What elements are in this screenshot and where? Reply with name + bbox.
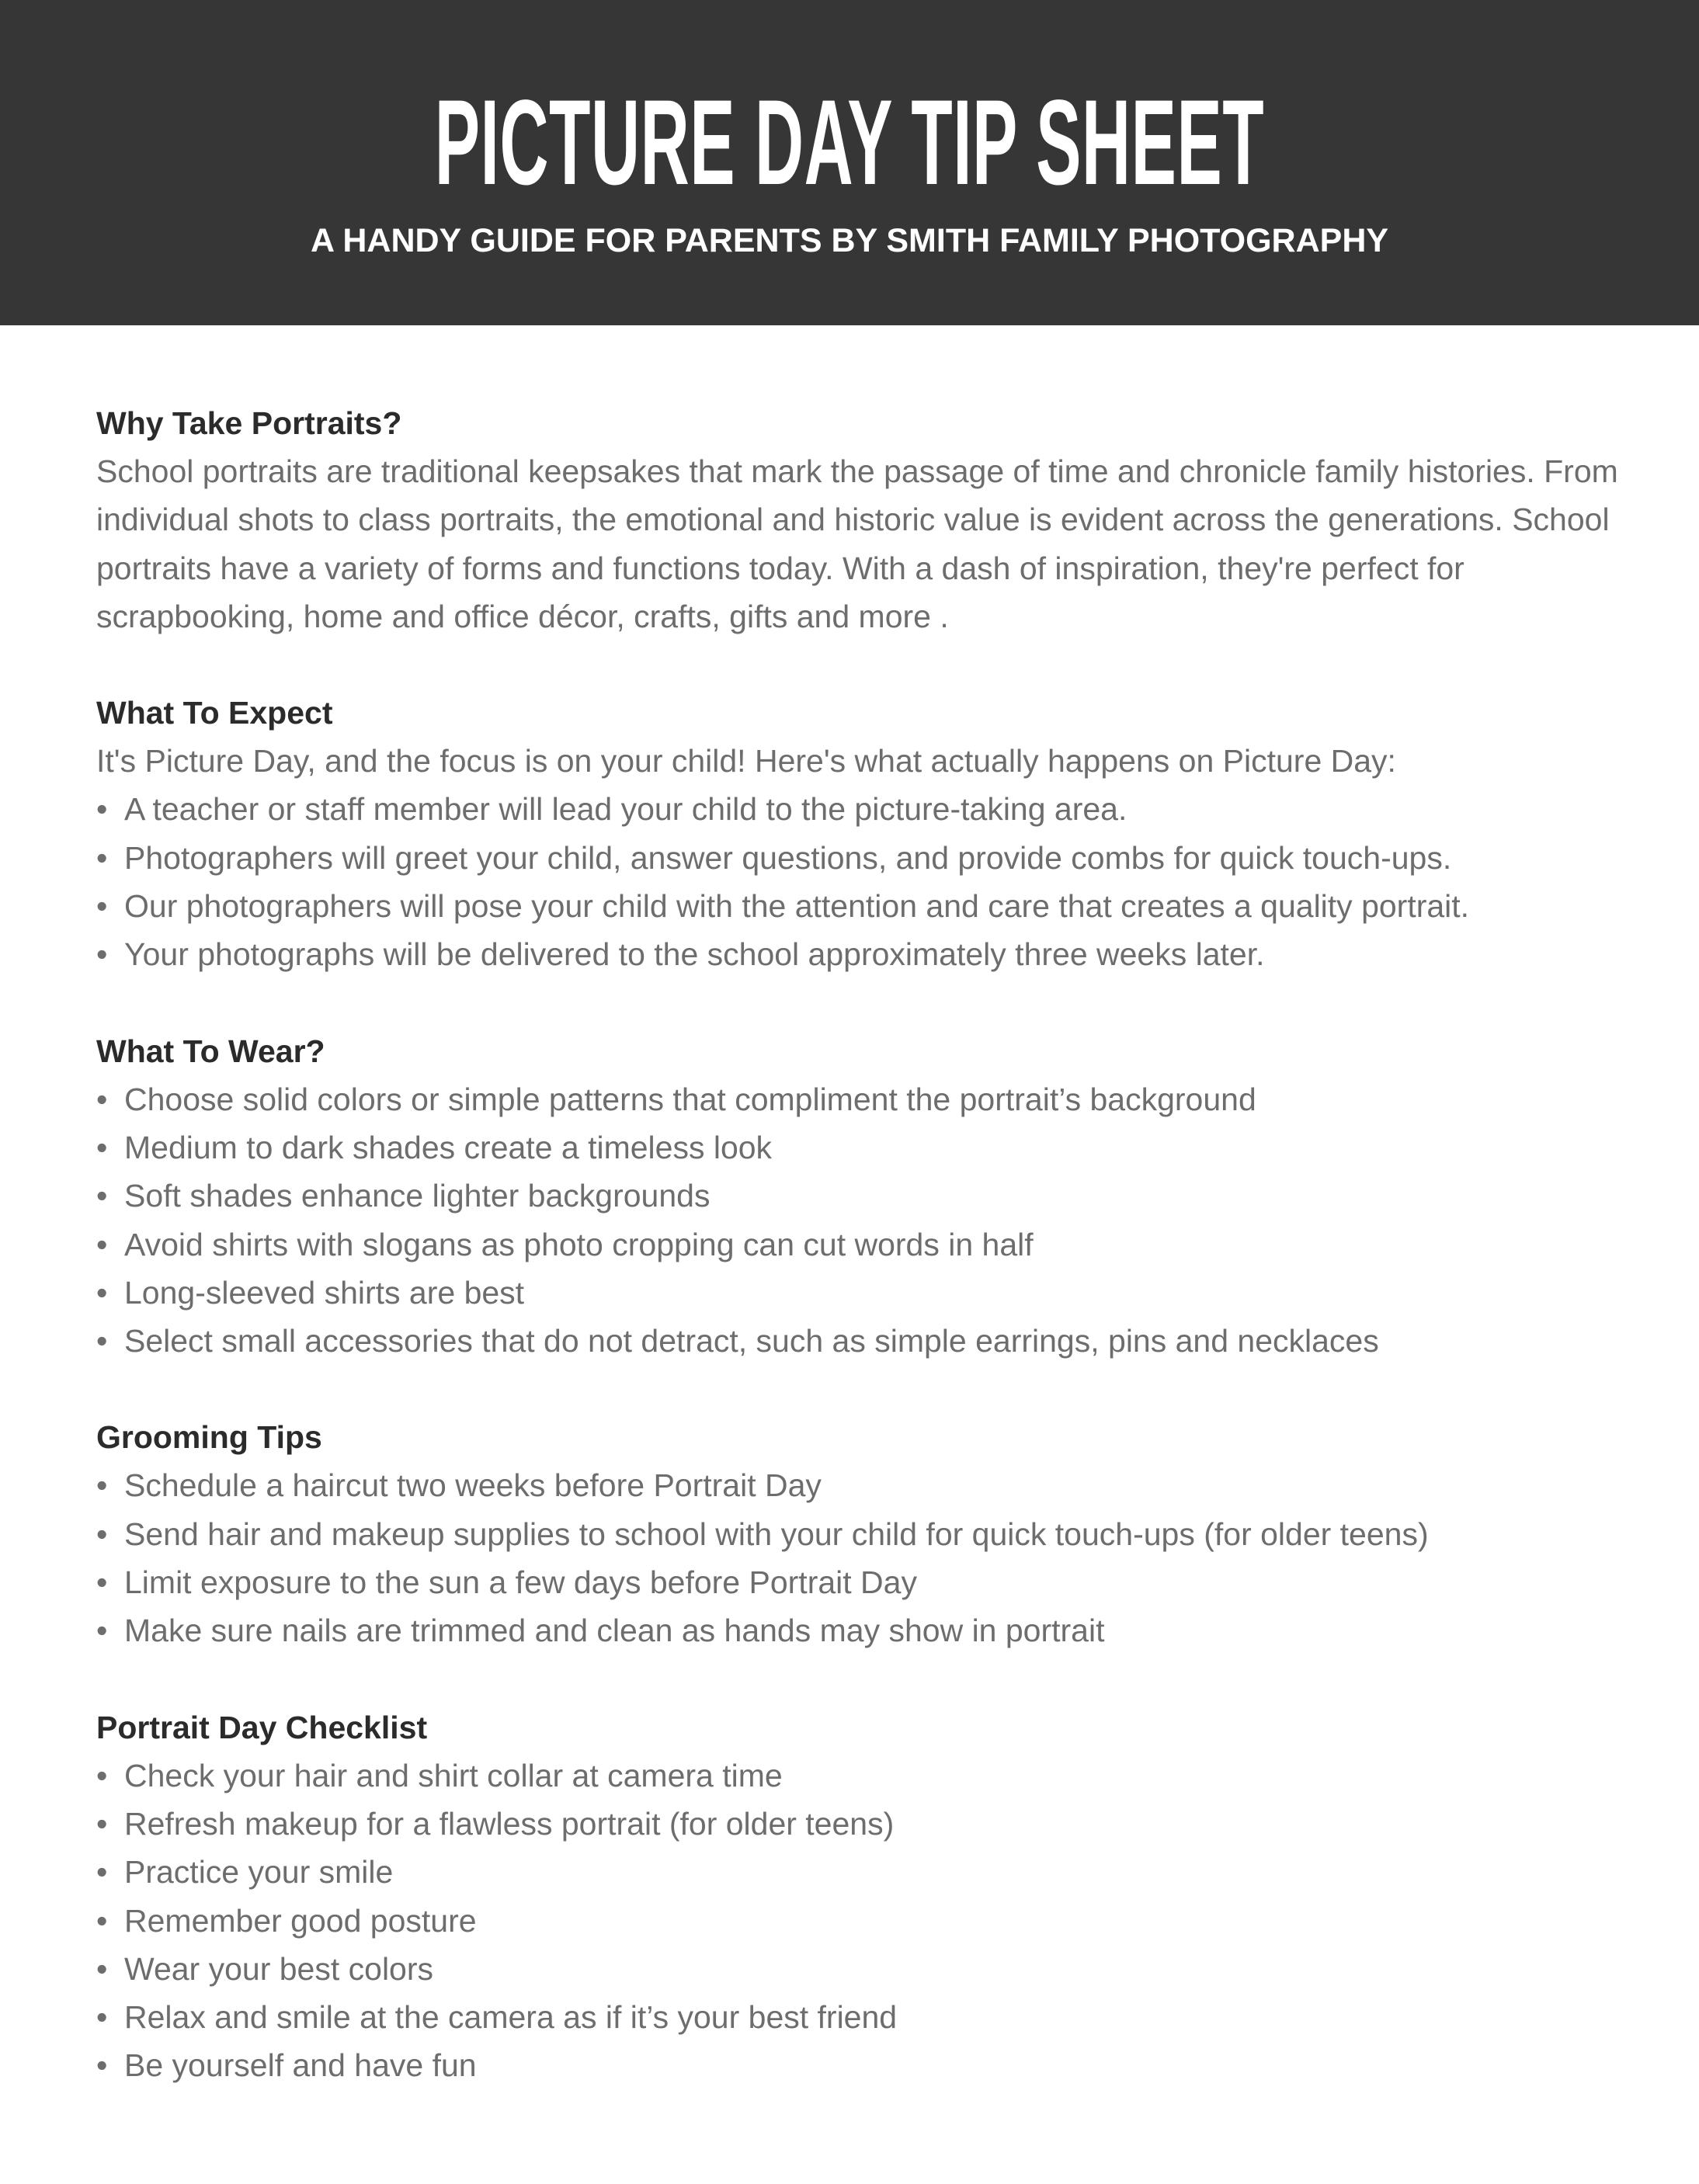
bullet-list: [96, 1461, 1618, 1654]
section-heading: Grooming Tips: [96, 1419, 322, 1456]
list-item: [96, 1800, 1618, 1848]
bullet-list: [96, 1075, 1618, 1366]
list-item-text: Photographers will greet your child, answer questions, and provide combs for quick touch-ups.: [124, 839, 1452, 876]
list-item-text: Wear your best colors: [124, 1950, 434, 1987]
content-body: [96, 399, 1618, 2138]
section-heading: What To Wear?: [96, 1033, 325, 1069]
bullet-icon: •: [96, 1467, 108, 1504]
list-item: [96, 1123, 1618, 1172]
list-item-text: Practice your smile: [124, 1854, 394, 1891]
bullet-icon: •: [96, 936, 108, 973]
list-item: [96, 1269, 1618, 1317]
bullet-icon: •: [96, 1274, 108, 1311]
bullet-icon: •: [96, 1323, 108, 1359]
list-item: [96, 785, 1618, 833]
section-heading: What To Expect: [96, 695, 333, 731]
section-heading: Portrait Day Checklist: [96, 1709, 428, 1745]
page-title: PICTURE DAY TIP SHEET: [434, 75, 1265, 210]
list-item-text: Your photographs will be delivered to the school approximately three weeks later.: [124, 936, 1265, 973]
list-item-text: Check your hair and shirt collar at camera time: [124, 1757, 783, 1793]
list-item-text: Soft shades enhance lighter backgrounds: [124, 1178, 711, 1214]
section-grooming-tips: [96, 1413, 1618, 1654]
list-item-text: Be yourself and have fun: [124, 2047, 477, 2084]
bullet-icon: •: [96, 1902, 108, 1939]
section-what-to-expect: [96, 689, 1618, 978]
bullet-list: [96, 785, 1618, 978]
list-item-text: Long-sleeved shirts are best: [124, 1274, 525, 1311]
list-item: [96, 1220, 1618, 1269]
list-item: [96, 2041, 1618, 2089]
bullet-icon: •: [96, 888, 108, 925]
bullet-icon: •: [96, 1564, 108, 1601]
list-item-text: Schedule a haircut two weeks before Portrait Day: [124, 1467, 822, 1504]
list-item-text: Our photographers will pose your child with the attention and care that creates a quality portrait.: [124, 888, 1470, 925]
list-item: [96, 1993, 1618, 2041]
section-portrait-day-checklist: [96, 1703, 1618, 2090]
section-paragraph: School portraits are traditional keepsakes that mark the passage of time and chronicle family histories. From individual shots to class portraits, the emotional and historic value is evident across the generations. School portraits have a variety of forms and functions today. With a dash of inspiration, they're perfect for scrapbooking, home and office décor, crafts, gifts and more .: [96, 453, 1618, 634]
list-item-text: Send hair and makeup supplies to school with your child for quick touch-ups (for older teens): [124, 1516, 1429, 1552]
list-item-text: Relax and smile at the camera as if it’s your best friend: [124, 1999, 898, 2036]
bullet-icon: •: [96, 1854, 108, 1891]
list-item-text: A teacher or staff member will lead your child to the picture-taking area.: [124, 791, 1127, 828]
bullet-icon: •: [96, 1516, 108, 1552]
bullet-icon: •: [96, 1129, 108, 1165]
bullet-icon: •: [96, 1950, 108, 1987]
list-item-text: Limit exposure to the sun a few days before Portrait Day: [124, 1564, 917, 1601]
list-item: [96, 1075, 1618, 1123]
bullet-icon: •: [96, 1178, 108, 1214]
bullet-icon: •: [96, 1757, 108, 1793]
section-what-to-wear: [96, 1027, 1618, 1366]
page-subtitle: A HANDY GUIDE FOR PARENTS BY SMITH FAMILY PHOTOGRAPHY: [310, 222, 1389, 259]
list-item: [96, 1317, 1618, 1365]
section-heading: Why Take Portraits?: [96, 405, 402, 441]
bullet-icon: •: [96, 839, 108, 876]
bullet-icon: •: [96, 1226, 108, 1262]
bullet-icon: •: [96, 1999, 108, 2036]
list-item: [96, 1461, 1618, 1509]
bullet-list: [96, 1752, 1618, 2090]
list-item: [96, 1606, 1618, 1654]
list-item-text: Choose solid colors or simple patterns that compliment the portrait’s background: [124, 1081, 1256, 1117]
bullet-icon: •: [96, 1805, 108, 1842]
header-banner: [0, 0, 1699, 325]
list-item: [96, 1172, 1618, 1220]
list-item: [96, 1848, 1618, 1896]
list-item-text: Make sure nails are trimmed and clean as hands may show in portrait: [124, 1613, 1105, 1649]
list-item: [96, 930, 1618, 978]
list-item: [96, 1558, 1618, 1606]
bullet-icon: •: [96, 791, 108, 828]
list-item-text: Avoid shirts with slogans as photo cropping can cut words in half: [124, 1226, 1034, 1262]
list-item: [96, 1752, 1618, 1800]
list-item: [96, 1945, 1618, 1993]
section-why-take-portraits: [96, 399, 1618, 641]
bullet-icon: •: [96, 1081, 108, 1117]
list-item: [96, 1897, 1618, 1945]
list-item: [96, 1510, 1618, 1558]
list-item-text: Medium to dark shades create a timeless look: [124, 1129, 773, 1165]
bullet-icon: •: [96, 1613, 108, 1649]
list-item: [96, 882, 1618, 930]
list-item-text: Select small accessories that do not detract, such as simple earrings, pins and necklaces: [124, 1323, 1379, 1359]
bullet-icon: •: [96, 2047, 108, 2084]
list-item-text: Remember good posture: [124, 1902, 477, 1939]
list-item: [96, 834, 1618, 882]
list-item-text: Refresh makeup for a flawless portrait (for older teens): [124, 1805, 895, 1842]
section-intro: It's Picture Day, and the focus is on your child! Here's what actually happens on Picture Day:: [96, 743, 1396, 780]
